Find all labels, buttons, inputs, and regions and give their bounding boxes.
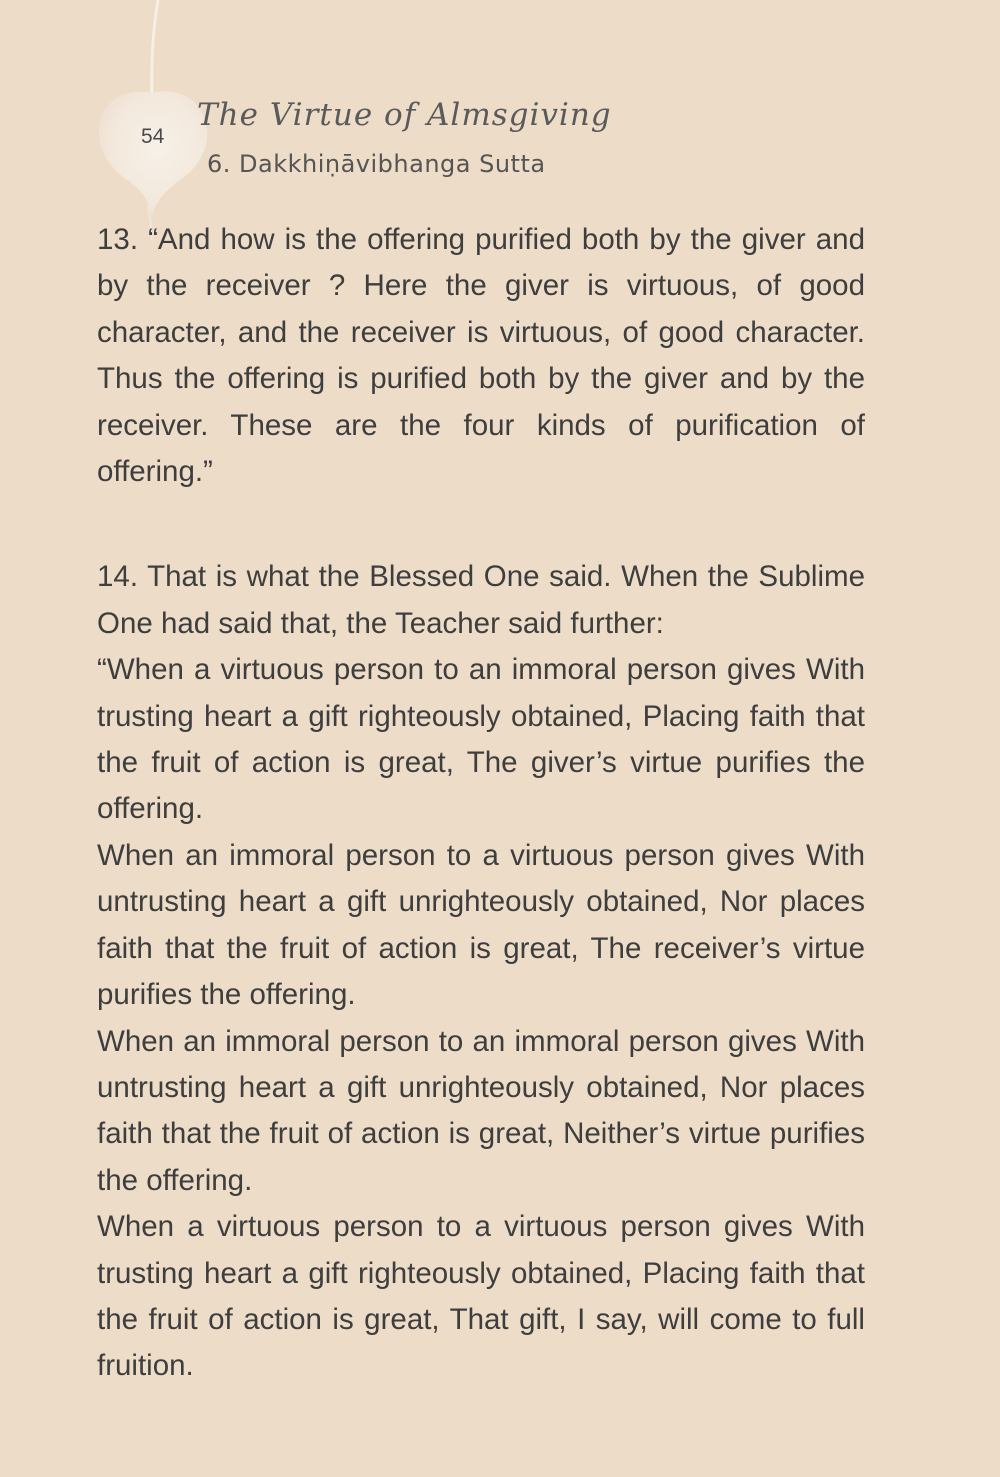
verse-1: “When a virtuous person to an immoral person gives With trusting heart a gift righteously obtained, Placing faith that the fruit of action is great, The giver’s virtue purifies the offering.: [97, 653, 865, 826]
book-title: The Virtue of Almsgiving: [197, 97, 612, 133]
body-text: [97, 217, 865, 1390]
verse-2: When an immoral person to a virtuous person gives With untrusting heart a gift unrighteously obtained, Nor places faith that the fruit of action is great, The receiver’s virtue purifies the offering.: [97, 838, 865, 1012]
page-number: 54: [141, 125, 165, 148]
verse-3: When an immoral person to an immoral person gives With untrusting heart a gift unrighteously obtained, Nor places faith that the fruit of action is great, Neither’s virtue purifies the offering.: [97, 1024, 865, 1197]
verse-4: When a virtuous person to a virtuous person gives With trusting heart a gift righteously obtained, Placing faith that the fruit of action is great, That gift, I say, will come to full fruition.: [97, 1210, 865, 1383]
paragraph-13: 13. “And how is the offering purified both by the giver and by the receiver ? Here the giver is virtuous, of good character, and the receiver is virtuous, of good character. Thus the offering is purified both by the giver and by the receiver. These are the four kinds of purification of offering.”: [97, 223, 865, 489]
paragraph-14: 14. That is what the Blessed One said. When the Sublime One had said that, the Teacher said further:: [97, 560, 865, 640]
chapter-title: 6. Dakkhiṇāvibhanga Sutta: [207, 150, 546, 178]
